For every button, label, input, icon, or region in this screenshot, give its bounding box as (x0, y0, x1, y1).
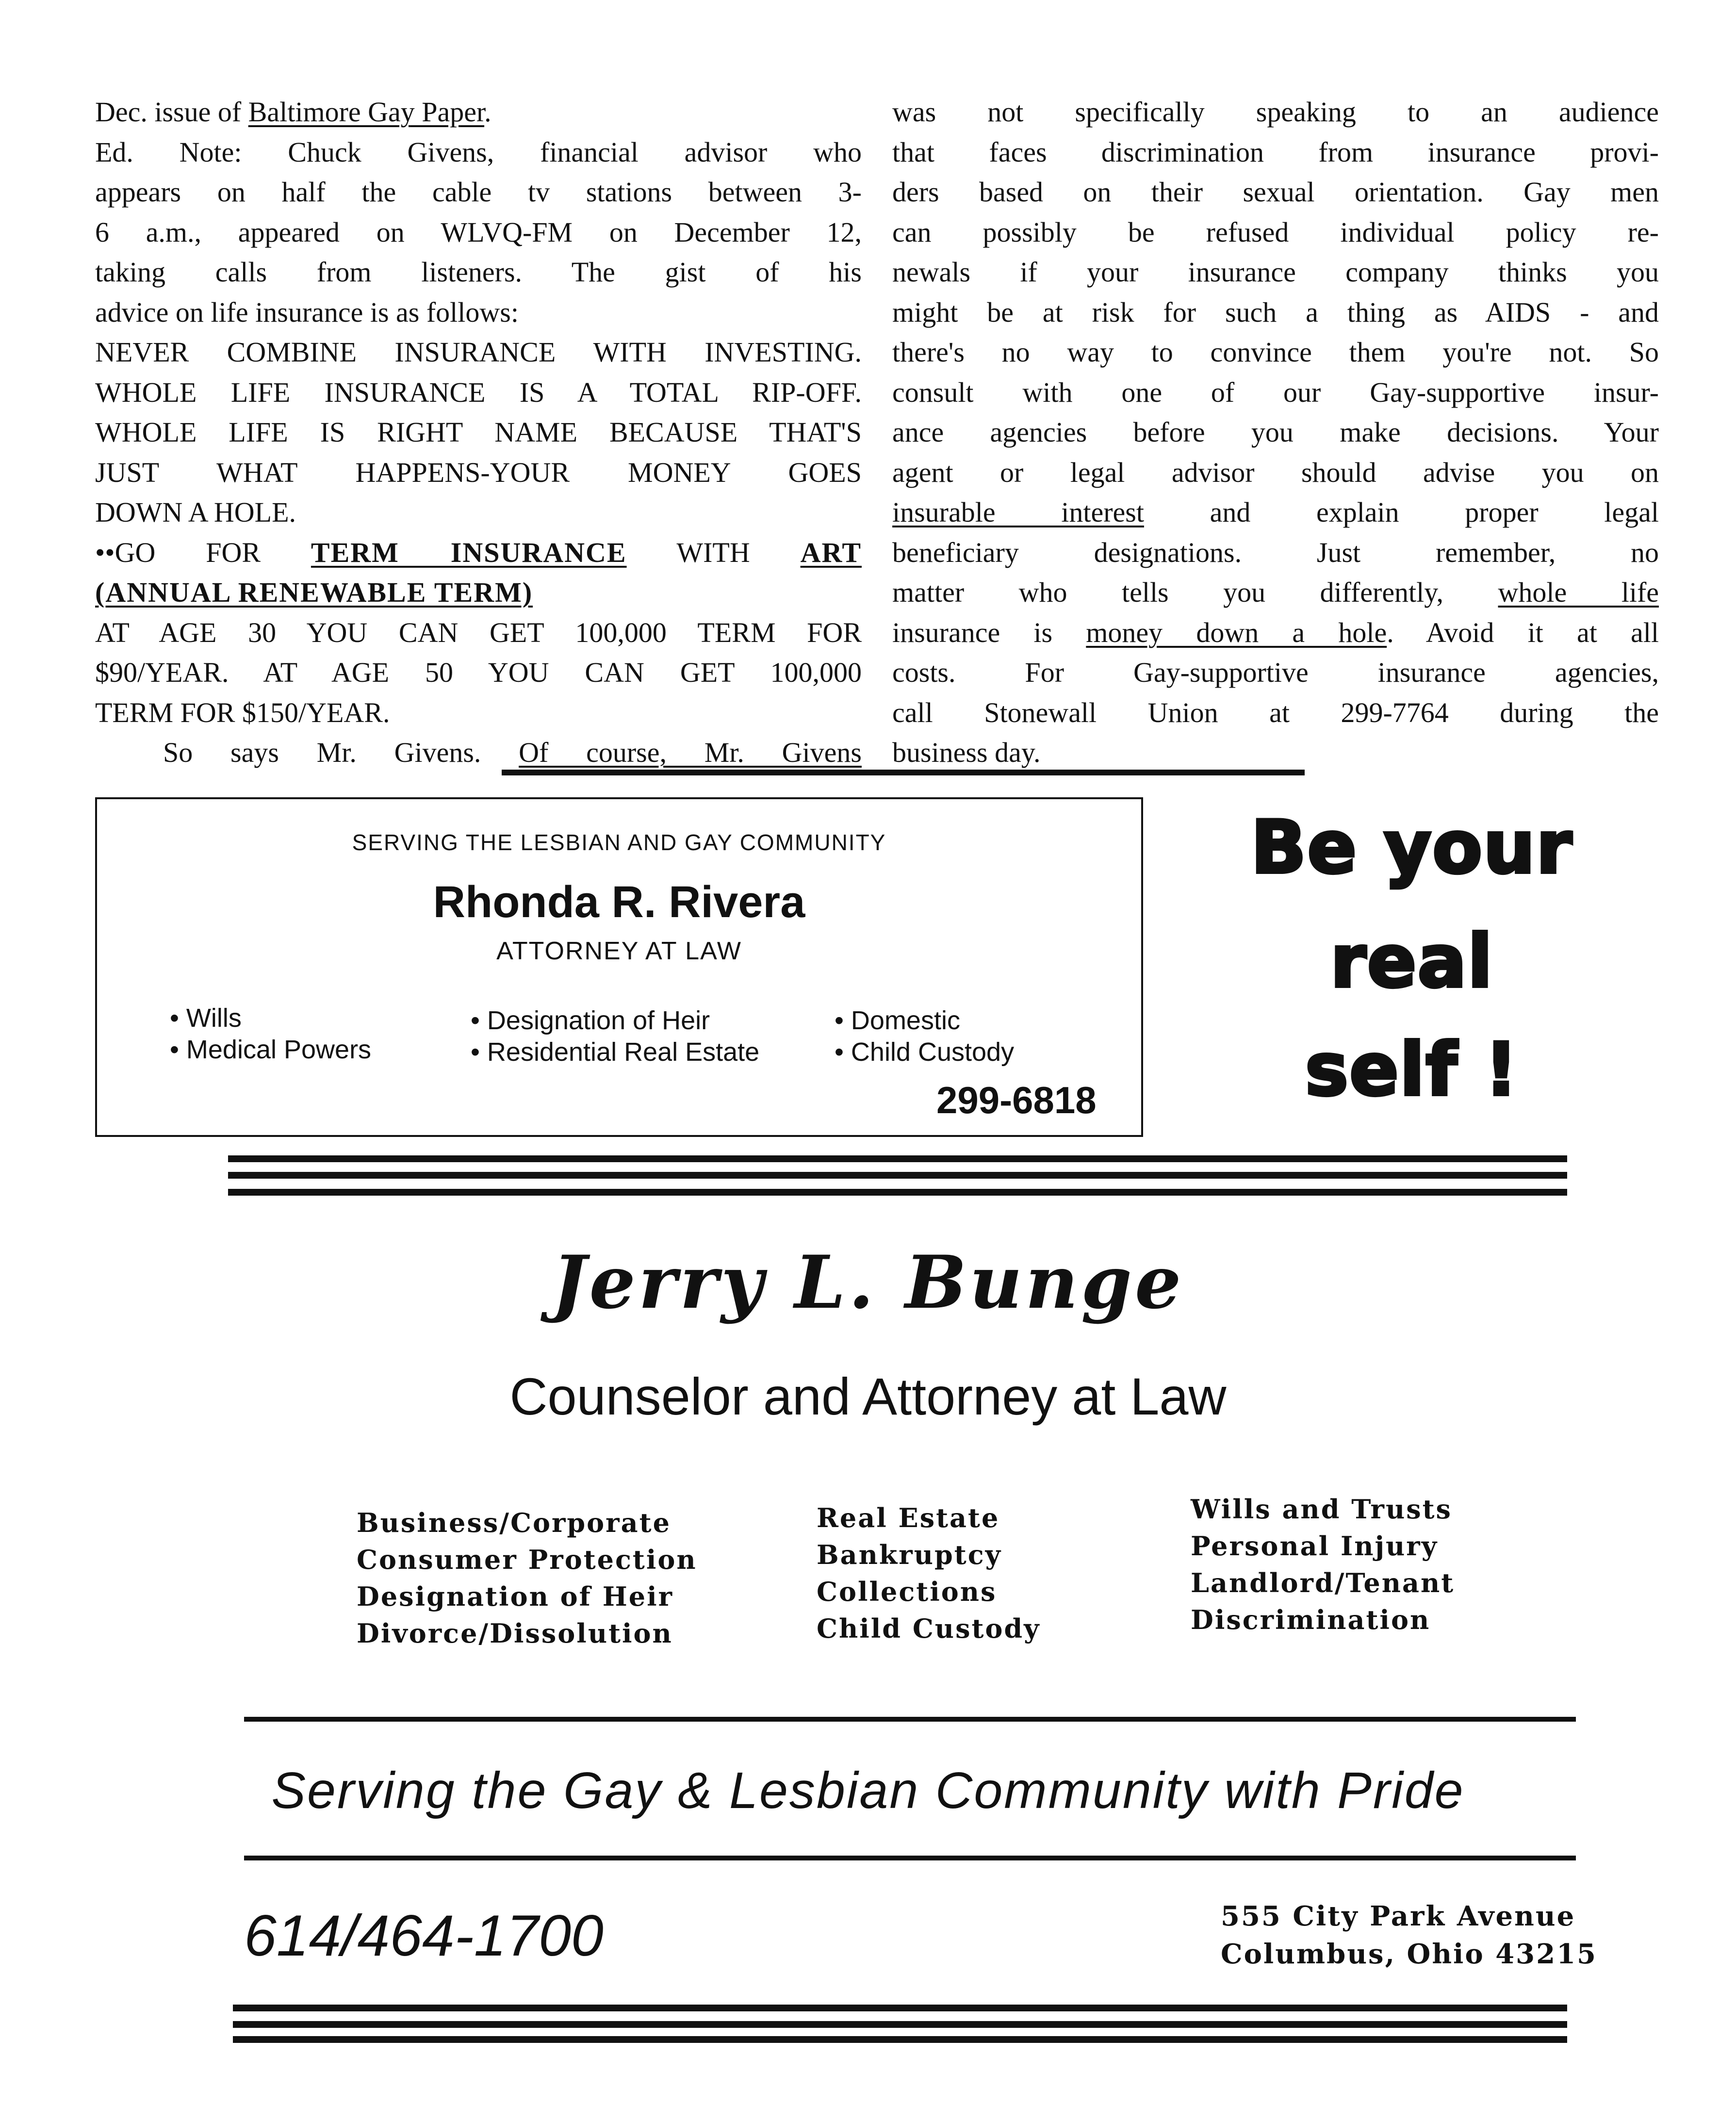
bunge-services-col (817, 1499, 1041, 1647)
divider-rule (228, 1189, 1567, 1196)
bunge-service: Consumer Protection (357, 1544, 697, 1575)
bunge-services-col (1191, 1491, 1455, 1638)
divider-rule (233, 2036, 1567, 2043)
text-segment: . (484, 96, 491, 128)
text-segment: JUST WHAT HAPPENS-YOUR MONEY GOES (95, 456, 862, 488)
bunge-service: Divorce/Dissolution (357, 1618, 673, 1649)
slogan-line: real (1330, 920, 1494, 1004)
bunge-address (1221, 1897, 1597, 1973)
divider-rule (233, 2021, 1567, 2028)
text-segment: there's no way to convince them you're not. So (892, 336, 1659, 368)
text-line (892, 293, 1659, 333)
text-segment: NEVER COMBINE INSURANCE WITH INVESTING. (95, 336, 862, 368)
rivera-name: Rhonda R. Rivera (433, 877, 805, 927)
emphasized-text: (ANNUAL RENEWABLE TERM) (95, 576, 533, 608)
text-line (95, 573, 862, 613)
divider-rule (244, 1856, 1576, 1860)
text-segment: agent or legal advisor should advise you on (892, 456, 1659, 488)
text-line (95, 332, 862, 373)
text-segment: was not specifically speaking to an audience (892, 96, 1659, 128)
text-line (95, 533, 862, 573)
text-segment: ••GO FOR (95, 536, 311, 568)
text-line (892, 693, 1659, 733)
text-segment: Dec. issue of (95, 96, 248, 128)
text-segment: can possibly be refused individual policy re- (892, 216, 1659, 248)
text-segment: AT AGE 30 YOU CAN GET 100,000 TERM FOR (95, 616, 862, 648)
slogan-line: self ! (1305, 1028, 1519, 1112)
article-left-column (95, 92, 862, 773)
text-line (95, 653, 862, 693)
text-line (892, 213, 1659, 253)
text-segment: costs. For Gay-supportive insurance agencies, (892, 657, 1659, 688)
text-line (892, 132, 1659, 173)
text-line (892, 252, 1659, 293)
emphasized-text: whole life (1498, 576, 1659, 608)
text-segment: beneficiary designations. Just remember, no (892, 536, 1659, 568)
text-line (95, 172, 862, 213)
emphasized-text: ART (800, 536, 862, 568)
text-segment: insurance is (892, 616, 1086, 648)
emphasized-text: Of course, Mr. Givens (519, 737, 862, 768)
bunge-phone: 614/464-1700 (244, 1903, 604, 1968)
bunge-tagline: Serving the Gay & Lesbian Community with Pride (271, 1762, 1465, 1819)
text-segment: WITH (626, 536, 801, 568)
rivera-service: • Medical Powers (170, 1035, 372, 1064)
divider-rule (244, 1717, 1576, 1722)
text-line (892, 613, 1659, 653)
rivera-service: • Residential Real Estate (471, 1037, 760, 1067)
text-segment: might be at risk for such a thing as AIDS - and (892, 296, 1659, 328)
rivera-service: • Child Custody (835, 1037, 1015, 1067)
text-line (892, 453, 1659, 493)
text-line (95, 213, 862, 253)
divider-rule (228, 1155, 1567, 1162)
text-line (892, 573, 1659, 613)
text-segment: TERM FOR $150/YEAR. (95, 696, 390, 728)
text-segment: consult with one of our Gay-supportive insur- (892, 376, 1659, 408)
text-segment: advice on life insurance is as follows: (95, 296, 519, 328)
rivera-service: • Wills (170, 1003, 242, 1033)
address-line: Columbus, Ohio 43215 (1221, 1938, 1597, 1970)
bunge-service: Real Estate (817, 1502, 1000, 1533)
text-segment: ders based on their sexual orientation. Gay men (892, 176, 1659, 208)
text-segment: newals if your insurance company thinks you (892, 256, 1659, 288)
rivera-title: ATTORNEY AT LAW (496, 937, 742, 965)
bunge-service: Collections (817, 1576, 997, 1607)
text-line (892, 332, 1659, 373)
divider-rule (233, 2005, 1567, 2011)
text-line (95, 252, 862, 293)
bunge-service: Child Custody (817, 1613, 1041, 1644)
text-segment: WHOLE LIFE INSURANCE IS A TOTAL RIP-OFF. (95, 376, 862, 408)
text-line (95, 453, 862, 493)
text-segment: call Stonewall Union at 299-7764 during the (892, 696, 1659, 728)
text-line (95, 132, 862, 173)
text-segment: So says Mr. Givens. (163, 737, 519, 768)
bunge-service: Landlord/Tenant (1191, 1567, 1455, 1598)
text-segment: 6 a.m., appeared on WLVQ-FM on December 12, (95, 216, 862, 248)
emphasized-text: TERM INSURANCE (311, 536, 627, 568)
text-line (95, 693, 862, 733)
text-segment: $90/YEAR. AT AGE 50 YOU CAN GET 100,000 (95, 657, 862, 688)
rivera-service: • Designation of Heir (471, 1006, 710, 1035)
bunge-service: Discrimination (1191, 1604, 1431, 1635)
bunge-service: Wills and Trusts (1191, 1494, 1452, 1525)
rivera-service: • Domestic (835, 1006, 960, 1035)
divider-rule (228, 1172, 1567, 1179)
text-line (892, 533, 1659, 573)
rivera-tagline: SERVING THE LESBIAN AND GAY COMMUNITY (352, 830, 886, 855)
rivera-ad (95, 797, 1143, 1137)
article-end-rule (502, 770, 1305, 775)
bunge-service: Bankruptcy (817, 1539, 1002, 1570)
emphasized-text: insurable interest (892, 496, 1144, 528)
text-line (95, 412, 862, 453)
text-line (892, 172, 1659, 213)
bunge-service: Designation of Heir (357, 1581, 674, 1612)
text-line (892, 92, 1659, 132)
text-segment: Ed. Note: Chuck Givens, financial advisor who (95, 136, 862, 168)
bunge-title: Counselor and Attorney at Law (509, 1367, 1227, 1426)
emphasized-text: money down a hole (1086, 616, 1387, 648)
text-line (95, 373, 862, 413)
text-line (892, 412, 1659, 453)
text-segment: and explain proper legal (1144, 496, 1659, 528)
text-segment: ance agencies before you make decisions. Your (892, 416, 1659, 448)
text-line (95, 293, 862, 333)
address-line: 555 City Park Avenue (1221, 1900, 1576, 1932)
slogan-line: Be your (1251, 806, 1573, 890)
text-segment: matter who tells you differently, (892, 576, 1498, 608)
text-line (892, 373, 1659, 413)
text-segment: DOWN A HOLE. (95, 496, 296, 528)
text-segment: taking calls from listeners. The gist of his (95, 256, 862, 288)
text-segment: WHOLE LIFE IS RIGHT NAME BECAUSE THAT'S (95, 416, 862, 448)
emphasized-text: Baltimore Gay Paper (248, 96, 485, 128)
bunge-service: Business/Corporate (357, 1507, 671, 1538)
text-line (892, 733, 1659, 773)
text-line (95, 92, 862, 132)
text-line (95, 493, 862, 533)
bunge-services-col (357, 1504, 697, 1652)
text-segment: . Avoid it at all (1387, 616, 1659, 648)
rivera-phone: 299-6818 (936, 1079, 1097, 1121)
bunge-name: Jerry L. Bunge (552, 1240, 1184, 1325)
text-line (95, 733, 862, 773)
text-segment: appears on half the cable tv stations between 3- (95, 176, 862, 208)
bunge-service: Personal Injury (1191, 1530, 1439, 1562)
text-line (95, 613, 862, 653)
article-right-column (892, 92, 1659, 773)
text-segment: business day. (892, 737, 1041, 768)
text-line (892, 493, 1659, 533)
text-segment: that faces discrimination from insurance provi- (892, 136, 1659, 168)
text-line (892, 653, 1659, 693)
